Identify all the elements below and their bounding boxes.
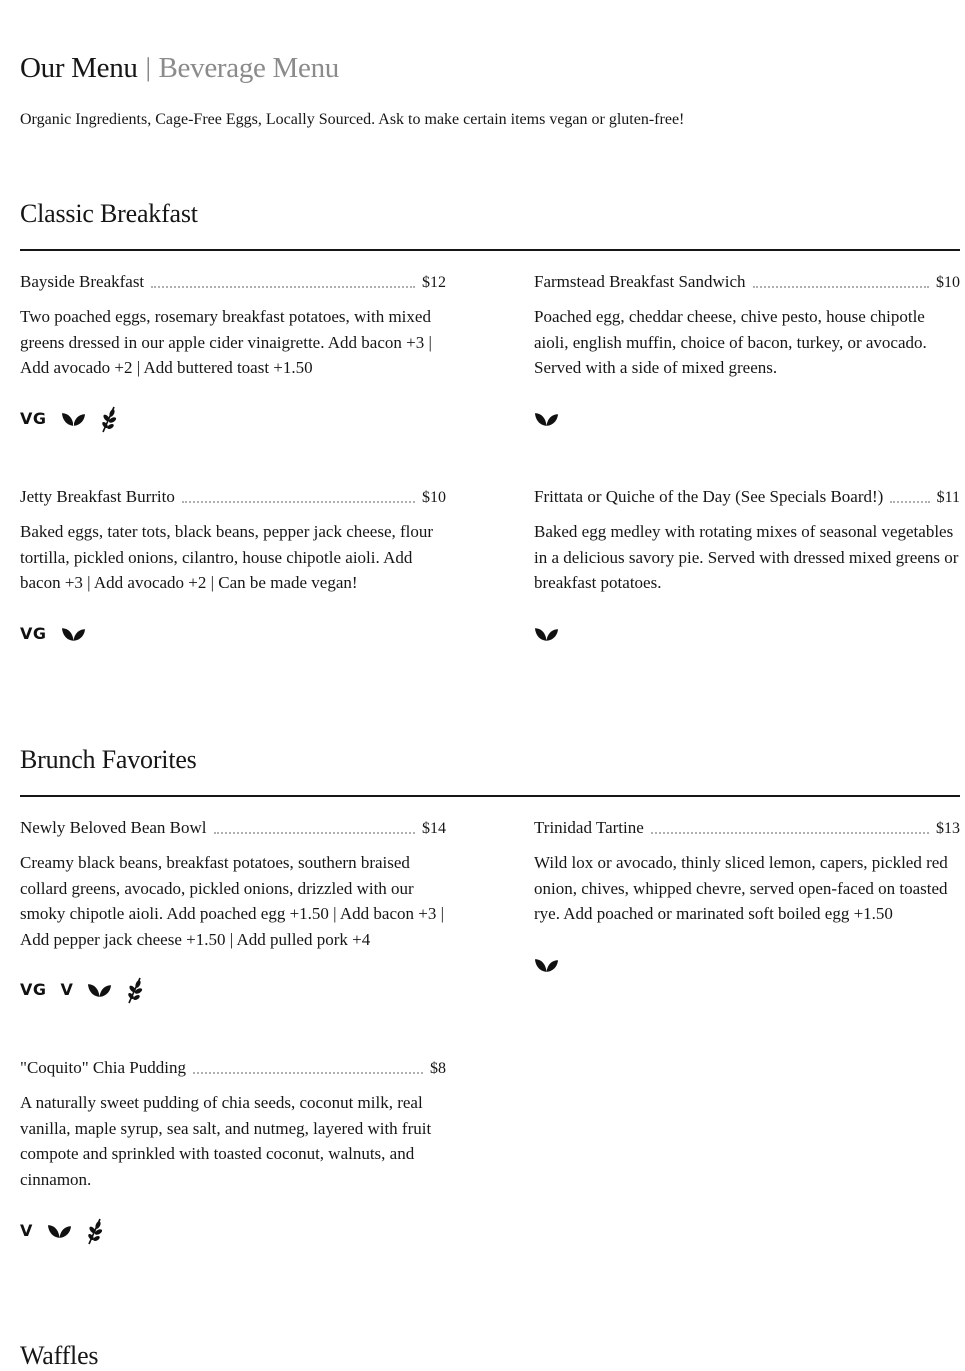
leaf-icon [534,625,559,643]
item-price: $12 [422,274,446,291]
dietary-icons [534,405,559,433]
leaf-icon [87,981,112,999]
wheat-icon [100,405,118,433]
item-name: "Coquito" Chia Pudding [20,1058,186,1077]
leader-dots [182,501,415,503]
item-price: $8 [430,1060,446,1077]
menu-item-trinidad-tartine [534,814,960,927]
item-description: Creamy black beans, breakfast potatoes, southern braised collard greens, avocado, pickled onions, drizzled with our smoky chipotle aioli. Add poached egg +1.50 | Add bacon +3 | Add pepper jack cheese +1.50 | Add pulled pork +4 [20,853,444,949]
item-price: $14 [422,820,446,837]
item-description: Baked eggs, tater tots, black beans, pepper jack cheese, flour tortilla, pickled onions, cilantro, house chipotle aioli. Add bacon +3 | Add avocado +2 | Can be made vegan! [20,522,434,593]
tab-our-menu[interactable]: Our Menu [20,52,138,84]
leaf-icon [61,625,86,643]
menu-item-farmstead-breakfast-sandwich [534,268,960,381]
item-price: $10 [422,489,446,506]
leader-dots [651,832,929,834]
wheat-icon [86,1217,104,1245]
dietary-icons [534,951,559,979]
menu-item-coquito-chia-pudding [20,1054,446,1192]
leaf-icon [534,410,559,428]
vegan-badge: VG [20,409,47,428]
item-description: Wild lox or avocado, thinly sliced lemon, capers, pickled red onion, chives, whipped chevre, served open-faced on toasted rye. Add poached or marinated soft boiled egg +1.50 [534,853,948,924]
menu-tagline: Organic Ingredients, Cage-Free Eggs, Locally Sourced. Ask to make certain items vegan or gluten-free! [20,111,685,128]
tab-beverage-menu[interactable]: Beverage Menu [158,52,340,84]
menu-item-frittata-or-quiche [534,483,960,596]
item-price: $13 [936,820,960,837]
item-description: Two poached eggs, rosemary breakfast potatoes, with mixed greens dressed in our apple cider vinaigrette. Add bacon +3 | Add avocado +2 | Add buttered toast +1.50 [20,307,432,378]
menu-tabs [20,52,339,85]
item-name: Bayside Breakfast [20,272,145,291]
menu-item-bayside-breakfast [20,268,446,381]
item-price: $11 [936,489,960,506]
item-name: Newly Beloved Bean Bowl [20,818,207,837]
dietary-icons [20,620,86,648]
leaf-icon [534,956,559,974]
item-name: Frittata or Quiche of the Day (See Specials Board!) [534,487,884,506]
dietary-icons [534,620,559,648]
section-title-classic-breakfast: Classic Breakfast [20,199,198,228]
menu-item-jetty-breakfast-burrito [20,483,446,596]
dietary-icons [20,1217,104,1245]
leader-dots [890,501,929,503]
tab-separator: | [145,53,151,82]
leaf-icon [61,410,86,428]
item-description: Poached egg, cheddar cheese, chive pesto, house chipotle aioli, english muffin, choice of bacon, turkey, or avocado. Served with a side of mixed greens. [534,307,927,378]
leader-dots [151,286,415,288]
item-name: Jetty Breakfast Burrito [20,487,175,506]
item-description: Baked egg medley with rotating mixes of seasonal vegetables in a delicious savory pie. Served with dressed mixed greens or breakfast potatoes. [534,522,959,593]
wheat-icon [126,976,144,1004]
section-title-brunch-favorites: Brunch Favorites [20,745,197,774]
vegetarian-badge: V [20,1221,33,1240]
leader-dots [214,832,416,834]
vegan-badge: VG [20,980,47,999]
item-description: A naturally sweet pudding of chia seeds, coconut milk, real vanilla, maple syrup, sea salt, and nutmeg, layered with fruit compote and sprinkled with toasted coconut, walnuts, and cinnamon. [20,1093,432,1189]
vegan-badge: VG [20,624,47,643]
vegetarian-badge: V [60,980,74,999]
item-price: $10 [936,274,960,291]
item-name: Farmstead Breakfast Sandwich [534,272,746,291]
section-divider [20,795,960,797]
leader-dots [193,1072,423,1074]
item-name: Trinidad Tartine [534,818,644,837]
leaf-icon [47,1222,72,1240]
section-divider [20,249,960,251]
dietary-icons [20,405,118,433]
section-title-waffles: Waffles [20,1341,99,1370]
leader-dots [753,286,930,288]
dietary-icons [20,976,144,1004]
menu-item-newly-beloved-bean-bowl [20,814,446,952]
